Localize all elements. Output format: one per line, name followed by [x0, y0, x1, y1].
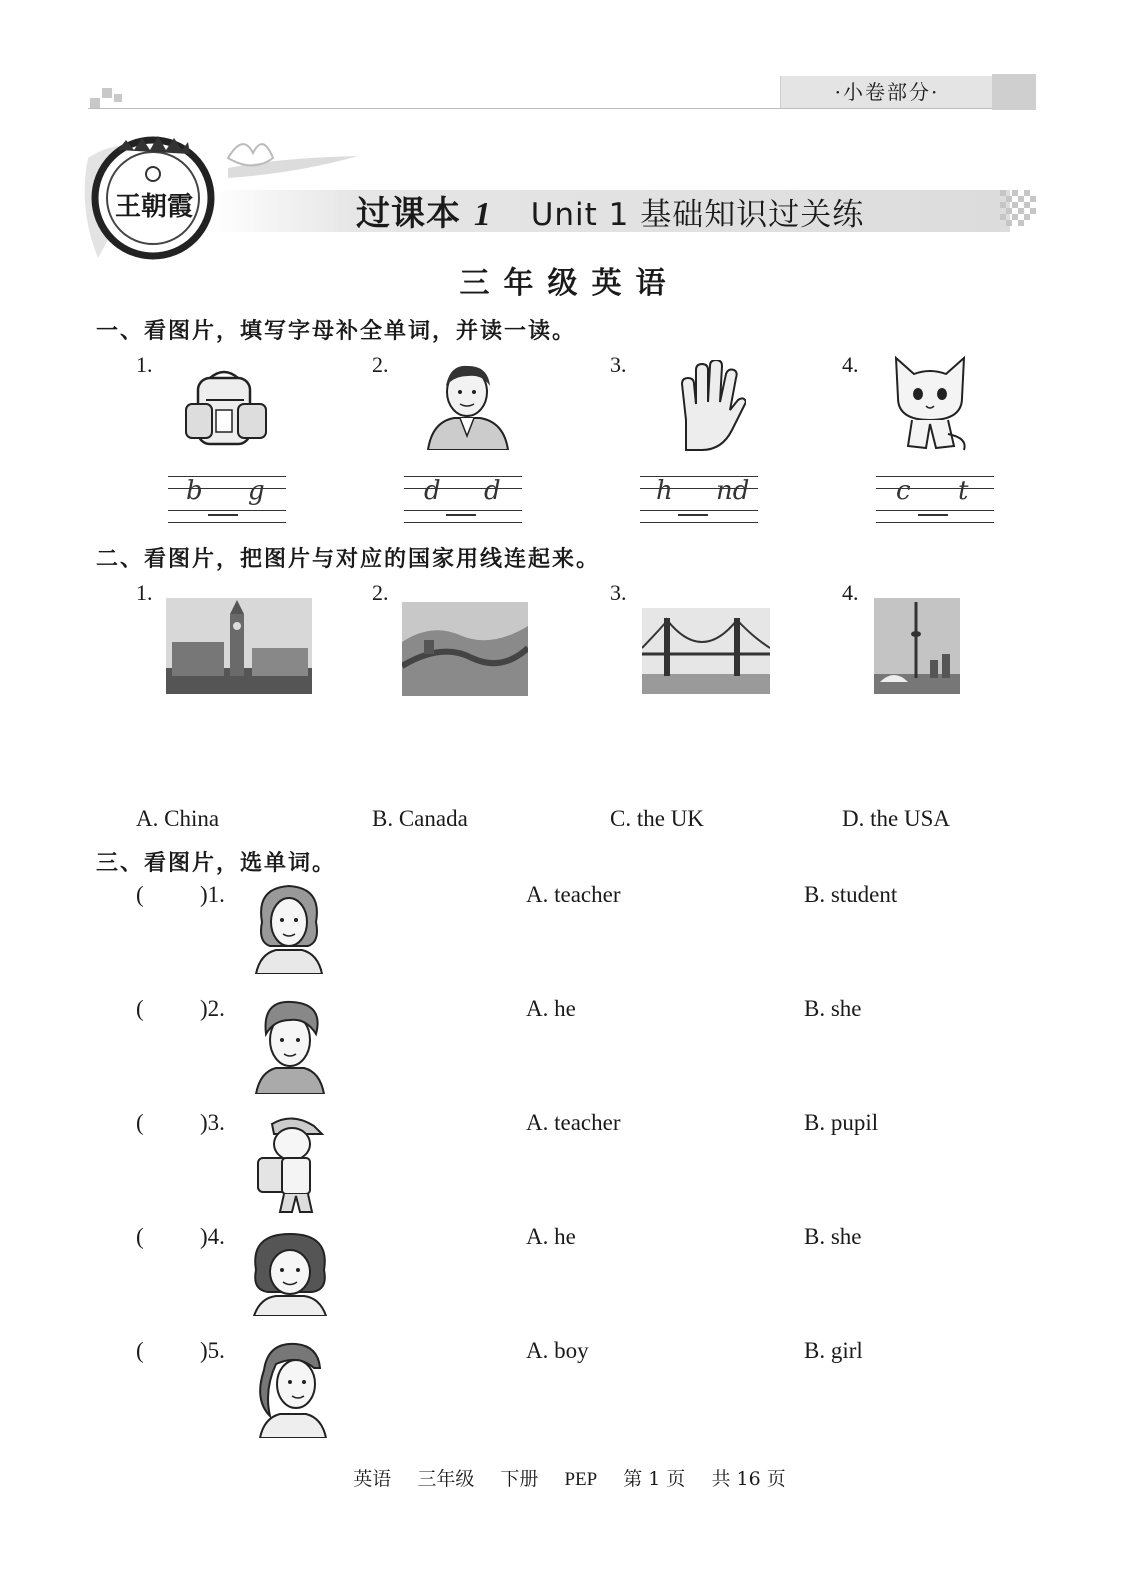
s2-number: 4. [842, 580, 859, 605]
option-b: B. she [804, 1224, 862, 1249]
s1-number: 1. [136, 352, 153, 377]
footer-page: 第 1 页 [623, 1468, 686, 1490]
header-rule [88, 108, 1036, 109]
letter-hint: nd [716, 476, 750, 506]
s2-number: 1. [136, 580, 153, 605]
option-a: A. he [526, 996, 576, 1021]
page-subtitle: 三年级英语 [459, 266, 680, 301]
option-a: A. teacher [526, 1110, 621, 1135]
cat-picture [890, 354, 970, 454]
logo-text: 王朝霞 [114, 192, 193, 222]
pupil-picture [252, 1114, 326, 1214]
letter-hint: t [958, 476, 969, 506]
backpack-picture [176, 370, 276, 450]
option-b: B. she [804, 996, 862, 1021]
blank [918, 514, 948, 516]
option-a: A. boy [526, 1338, 589, 1363]
country-option: D. the USA [842, 806, 950, 831]
cn-tower-photo [874, 598, 960, 694]
tag-block [992, 74, 1036, 110]
answer-paren[interactable]: ( [136, 996, 144, 1021]
s1-number: 4. [842, 352, 859, 377]
writing-lines [404, 476, 522, 526]
blank [446, 514, 476, 516]
footer-total: 共 16 页 [711, 1468, 786, 1490]
title-prefix: 过课本 [356, 194, 461, 234]
big-ben-photo [166, 598, 312, 694]
writing-lines [876, 476, 994, 526]
option-b: B. pupil [804, 1110, 879, 1135]
letter-hint: g [248, 476, 265, 506]
answer-paren[interactable]: ( [136, 1110, 144, 1135]
s1-number: 3. [610, 352, 627, 377]
s2-number: 3. [610, 580, 627, 605]
country-option: C. the UK [610, 806, 704, 831]
country-option: B. Canada [372, 806, 468, 831]
footer-subject: 英语 [353, 1468, 392, 1490]
country-option: A. China [136, 806, 220, 831]
girl-picture [250, 1232, 330, 1316]
page-footer [0, 1464, 1139, 1491]
boy-picture [254, 998, 326, 1094]
letter-hint: b [186, 476, 203, 506]
question-number: )3. [200, 1110, 225, 1135]
checker-pattern [1000, 190, 1038, 230]
footer-edition: PEP [564, 1469, 598, 1490]
blank [208, 514, 238, 516]
blank [678, 514, 708, 516]
s2-number: 2. [372, 580, 389, 605]
option-a: A. teacher [526, 882, 621, 907]
option-b: B. student [804, 882, 898, 907]
title-unit: Unit 1 基础知识过关练 [530, 197, 865, 233]
option-a: A. he [526, 1224, 576, 1249]
question-number: )4. [200, 1224, 225, 1249]
letter-hint: d [424, 476, 441, 506]
question-number: )1. [200, 882, 225, 907]
section2-heading: 二、看图片，把图片与对应的国家用线连起来。 [96, 546, 601, 572]
option-b: B. girl [804, 1338, 863, 1363]
corner-square [114, 94, 122, 102]
question-number: )5. [200, 1338, 225, 1363]
answer-paren[interactable]: ( [136, 1338, 144, 1363]
section-tag: ·小卷部分· [780, 76, 993, 108]
hand-picture [672, 360, 746, 454]
section1-heading: 一、看图片，填写字母补全单词，并读一读。 [96, 318, 577, 344]
letter-hint: h [656, 476, 673, 506]
title-number: 1 [473, 196, 492, 233]
man-picture [424, 360, 510, 450]
footer-volume: 下册 [500, 1468, 539, 1490]
letter-hint: c [896, 476, 911, 506]
woman-picture [254, 882, 324, 974]
corner-square [90, 98, 100, 108]
question-number: )2. [200, 996, 225, 1021]
letter-hint: d [484, 476, 501, 506]
answer-paren[interactable]: ( [136, 882, 144, 907]
page-title [356, 186, 864, 235]
corner-square [102, 88, 112, 98]
section3-heading: 三、看图片，选单词。 [96, 850, 337, 876]
golden-gate-photo [642, 608, 770, 694]
girl-ponytail-picture [254, 1340, 330, 1438]
answer-paren[interactable]: ( [136, 1224, 144, 1249]
s1-number: 2. [372, 352, 389, 377]
great-wall-photo [402, 602, 528, 696]
footer-grade: 三年级 [417, 1468, 475, 1490]
